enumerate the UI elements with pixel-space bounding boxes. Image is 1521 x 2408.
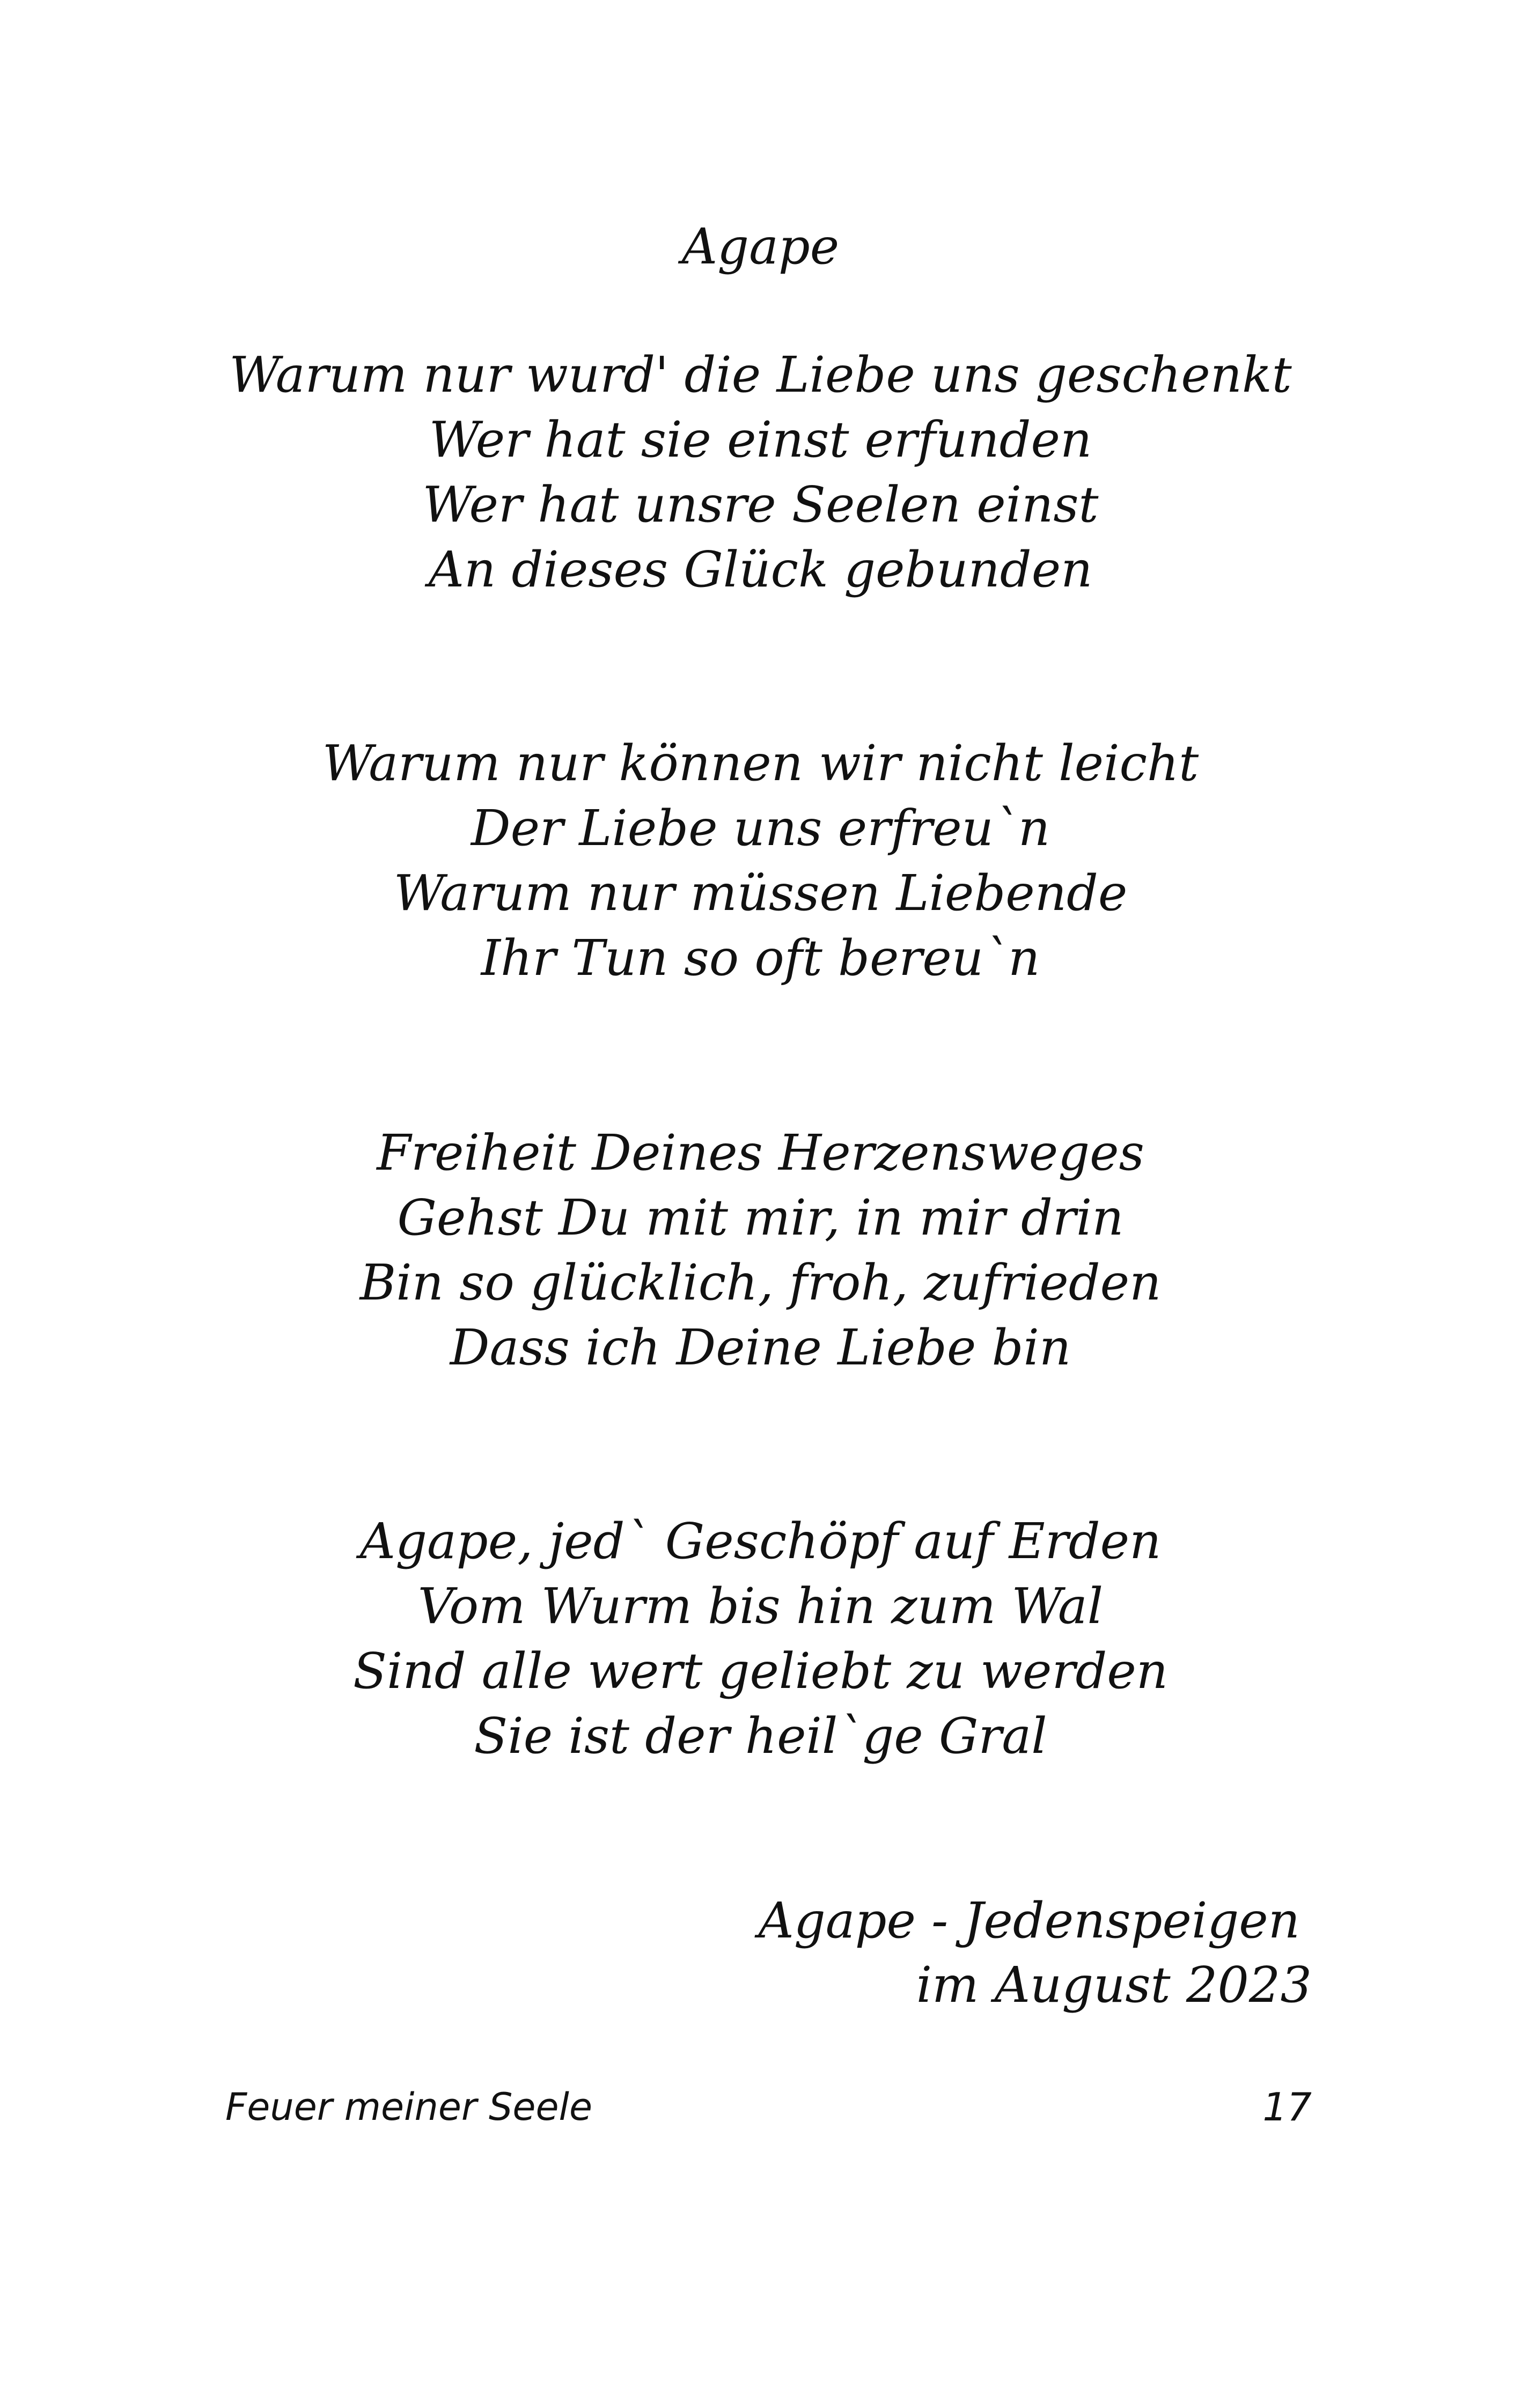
stanza-4-line-2: Vom Wurm bis hin zum Wal <box>417 1577 1104 1635</box>
stanza-2-line-4: Ihr Tun so oft bereu`n <box>481 929 1040 987</box>
stanza-2-line-2: Der Liebe uns erfreu`n <box>471 799 1050 857</box>
stanza-2-line-1: Warum nur können wir nicht leicht <box>322 735 1199 792</box>
stanza-1-line-3: Wer hat unsre Seelen einst <box>422 476 1099 533</box>
stanza-4-line-1: Agape, jed` Geschöpf auf Erden <box>359 1513 1162 1570</box>
stanza-4-line-4: Sie ist der heil`ge Gral <box>474 1707 1047 1765</box>
stanza-2-line-3: Warum nur müssen Liebende <box>393 864 1128 922</box>
poem-title: Agape <box>681 218 840 275</box>
stanza-3-line-2: Gehst Du mit mir, in mir drin <box>397 1189 1124 1246</box>
stanza-4-line-3: Sind alle wert geliebt zu werden <box>352 1642 1169 1700</box>
stanza-3-line-1: Freiheit Deines Herzensweges <box>377 1124 1144 1181</box>
stanza-4 <box>0 1509 1521 1768</box>
stanza-1-line-2: Wer hat sie einst erfunden <box>429 411 1092 468</box>
stanza-3-line-4: Dass ich Deine Liebe bin <box>450 1319 1071 1376</box>
page-number: 17 <box>1262 2084 1312 2130</box>
signature-author: Agape - Jedenspeigen <box>758 1892 1300 1949</box>
stanza-1-line-1: Warum nur wurd' die Liebe uns geschenkt <box>229 346 1292 403</box>
signature-date: im August 2023 <box>916 1956 1312 2014</box>
footer-book-title: Feuer meiner Seele <box>225 2085 593 2129</box>
stanza-1 <box>0 342 1521 602</box>
stanza-3 <box>0 1120 1521 1380</box>
stanza-1-line-4: An dieses Glück gebunden <box>428 541 1093 598</box>
stanza-2 <box>0 731 1521 990</box>
stanza-3-line-3: Bin so glücklich, froh, zufrieden <box>359 1254 1162 1311</box>
poem-signature <box>758 1889 1312 2017</box>
